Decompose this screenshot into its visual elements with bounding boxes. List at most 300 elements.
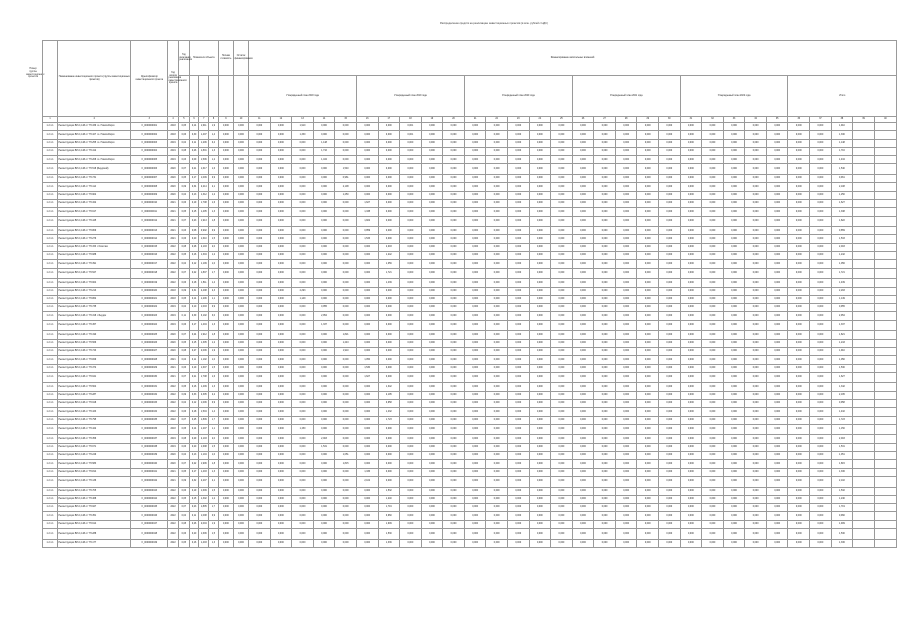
value-cell: 1,0 (209, 452, 219, 460)
value-cell: 0,05 (178, 424, 189, 435)
value-cell: 0,000 (292, 183, 314, 191)
table-row (43, 295, 897, 303)
value-cell: 2,108 (831, 183, 853, 191)
value-cell: 0,000 (702, 139, 724, 147)
value-cell: 0,000 (615, 391, 637, 399)
value-cell: 0,000 (233, 164, 248, 175)
value-cell: 0,000 (356, 339, 378, 347)
value-cell: 0,000 (572, 487, 594, 495)
value-cell: 1,2 (209, 495, 219, 503)
value-cell: 1,721 (831, 268, 853, 279)
value-cell: 0,000 (702, 331, 724, 339)
value-cell: 0,000 (745, 304, 767, 312)
value-cell: 2,408 (199, 287, 209, 295)
value-cell: 0,000 (421, 139, 443, 147)
value-cell: 0,000 (766, 435, 788, 443)
value-cell: 0,000 (313, 208, 335, 216)
value-cell: 0,000 (810, 476, 832, 487)
value-cell: 0,000 (810, 520, 832, 528)
value-cell: 0,000 (356, 443, 378, 451)
value-cell: 0,000 (529, 504, 551, 512)
value-cell: 0,000 (766, 216, 788, 227)
value-cell: 0,000 (745, 312, 767, 320)
project-id-cell: F_0000000030 (131, 372, 168, 383)
empty-cell (853, 529, 875, 540)
value-cell: 0,000 (659, 495, 681, 503)
year-cell: 2019 (168, 312, 179, 320)
project-id-cell: F_0000000047 (131, 520, 168, 528)
value-cell: 0,000 (292, 347, 314, 355)
value-cell: 0,000 (702, 131, 724, 139)
value-cell: 0,000 (529, 279, 551, 287)
value-cell: 0,000 (637, 416, 659, 424)
year-cell: 2022 (168, 260, 179, 268)
group-cell: 1.2.1.1 (43, 520, 58, 528)
value-cell: 0,000 (218, 435, 233, 443)
value-cell: 0,000 (659, 435, 681, 443)
value-cell: 0,000 (507, 408, 529, 416)
value-cell: 0,000 (421, 356, 443, 364)
value-cell: 0,000 (292, 435, 314, 443)
value-cell: 0,000 (233, 468, 248, 476)
value-cell: 0,000 (335, 399, 357, 407)
value-cell: 0,000 (529, 356, 551, 364)
value-cell: 0,000 (594, 287, 616, 295)
value-cell: 0,06 (178, 529, 189, 540)
value-cell: 1,240 (831, 495, 853, 503)
value-cell: 1,540 (335, 164, 357, 175)
table-row (43, 227, 897, 235)
value-cell: 0,000 (659, 416, 681, 424)
value-cell: 0,000 (218, 208, 233, 216)
value-cell: 0,000 (507, 424, 529, 435)
value-cell: 1,102 (199, 356, 209, 364)
value-cell: 0,000 (637, 529, 659, 540)
value-cell: 0,000 (810, 529, 832, 540)
value-cell: 0,000 (270, 304, 292, 312)
value-cell: 0,000 (529, 520, 551, 528)
value-cell: 2,011 (199, 123, 209, 131)
value-cell: 0,000 (723, 331, 745, 339)
value-cell: 0,000 (702, 512, 724, 520)
value-cell: 1,0 (209, 260, 219, 268)
value-cell: 0,000 (233, 208, 248, 216)
value-cell: 0,07 (178, 460, 189, 468)
empty-cell (853, 399, 875, 407)
value-cell: 0,22 (189, 268, 199, 279)
year-cell: 2020 (168, 339, 179, 347)
value-cell: 0,000 (572, 304, 594, 312)
value-cell: 0,000 (615, 468, 637, 476)
value-cell: 0,000 (659, 227, 681, 235)
value-cell: 0,000 (507, 339, 529, 347)
value-cell: 0,000 (680, 123, 702, 131)
empty-cell (853, 304, 875, 312)
value-cell: 0,000 (218, 252, 233, 260)
value-cell: 0,000 (615, 416, 637, 424)
value-cell: 0,000 (378, 175, 400, 183)
value-cell: 0,000 (400, 424, 422, 435)
project-name-cell: Реконструкция ВЛ-0,4 кВ от ТП-468 (58, 495, 131, 503)
value-cell: 0,000 (507, 468, 529, 476)
empty-cell (874, 391, 896, 399)
value-cell: 0,000 (464, 520, 486, 528)
value-cell: 0,000 (594, 364, 616, 372)
value-cell: 0,000 (551, 356, 573, 364)
value-cell: 0,000 (594, 339, 616, 347)
table-row (43, 476, 897, 487)
value-cell: 0,000 (766, 416, 788, 424)
value-cell: 0,000 (507, 435, 529, 443)
value-cell: 1,627 (831, 199, 853, 207)
value-cell: 0,000 (810, 424, 832, 435)
value-cell: 0,000 (572, 504, 594, 512)
value-cell: 0,000 (313, 529, 335, 540)
year-cell: 2022 (168, 383, 179, 391)
empty-cell (853, 123, 875, 131)
value-cell: 0,000 (551, 260, 573, 268)
year-cell: 2021 (168, 356, 179, 364)
value-cell: 0,000 (218, 227, 233, 235)
value-cell: 0,000 (292, 175, 314, 183)
value-cell: 1,807 (199, 268, 209, 279)
empty-cell (853, 339, 875, 347)
value-cell: 0,000 (680, 156, 702, 164)
value-cell: 0,000 (464, 356, 486, 364)
value-cell: 0,000 (615, 443, 637, 451)
value-cell: 0,000 (551, 512, 573, 520)
value-cell: 0,000 (810, 199, 832, 207)
value-cell: 0,000 (766, 208, 788, 216)
value-cell: 0,000 (464, 164, 486, 175)
value-cell: 1,809 (199, 416, 209, 424)
value-cell: 0,000 (810, 260, 832, 268)
value-cell: 0,000 (702, 391, 724, 399)
value-cell: 0,000 (766, 364, 788, 372)
project-id-cell: F_0000000013 (131, 227, 168, 235)
value-cell: 2,207 (199, 476, 209, 487)
year-cell: 2019 (168, 156, 179, 164)
empty-cell (874, 520, 896, 528)
group-cell: 1.2.1.1 (43, 331, 58, 339)
value-cell: 0,000 (313, 131, 335, 139)
group-cell: 1.2.1.1 (43, 216, 58, 227)
value-cell: 0,000 (659, 216, 681, 227)
value-cell: 0,000 (788, 383, 810, 391)
value-cell: 0,000 (507, 320, 529, 331)
value-cell: 0,000 (702, 347, 724, 355)
table-row (43, 424, 897, 435)
value-cell: 1,6 (209, 199, 219, 207)
value-cell: 0,000 (529, 139, 551, 147)
value-cell: 0,000 (615, 227, 637, 235)
value-cell: 0,000 (218, 364, 233, 372)
col-year: Год начала реализации инвестиционного проекта (168, 41, 179, 117)
value-cell: 1,312 (199, 191, 209, 199)
value-cell: 0,000 (766, 504, 788, 512)
value-cell: 0,000 (249, 408, 271, 416)
col-fin: Финансирование капитальных вложений (249, 41, 897, 76)
value-cell: 0,08 (178, 243, 189, 251)
table-row (43, 347, 897, 355)
value-cell: 1,050 (356, 356, 378, 364)
value-cell: 0,902 (199, 227, 209, 235)
value-cell: 0,000 (507, 191, 529, 199)
value-cell: 0,000 (615, 529, 637, 540)
table-row (43, 331, 897, 339)
value-cell: 0,000 (400, 476, 422, 487)
value-cell: 0,000 (615, 312, 637, 320)
value-cell: 0,000 (270, 512, 292, 520)
value-cell: 0,000 (659, 468, 681, 476)
value-cell: 0,000 (218, 520, 233, 528)
value-cell: 0,000 (723, 235, 745, 243)
value-cell: 0,000 (766, 495, 788, 503)
value-cell: 0,07 (178, 268, 189, 279)
value-cell: 0,000 (335, 476, 357, 487)
table-row (43, 208, 897, 216)
value-cell: 0,000 (486, 208, 508, 216)
value-cell: 0,000 (443, 199, 465, 207)
value-cell: 0,000 (551, 495, 573, 503)
value-cell: 0,000 (378, 452, 400, 460)
project-id-cell: F_0000000026 (131, 339, 168, 347)
value-cell: 0,000 (723, 227, 745, 235)
value-cell: 0,000 (594, 295, 616, 303)
empty-cell (874, 175, 896, 183)
value-cell: 0,000 (745, 504, 767, 512)
value-cell: 0,11 (189, 139, 199, 147)
value-cell: 0,000 (218, 416, 233, 424)
project-name-cell: Реконструкция ВЛ-0,4 кВ от ТП-795 (58, 416, 131, 424)
value-cell: 0,000 (507, 156, 529, 164)
value-cell: 0,000 (788, 495, 810, 503)
value-cell: 0,000 (486, 399, 508, 407)
value-cell: 0,000 (270, 476, 292, 487)
value-cell: 0,26 (189, 147, 199, 155)
value-cell: 1,342 (831, 383, 853, 391)
value-cell: 0,000 (249, 216, 271, 227)
value-cell: 0,000 (486, 123, 508, 131)
value-cell: 0,13 (189, 452, 199, 460)
value-cell: 0,000 (659, 183, 681, 191)
value-cell: 0,000 (335, 495, 357, 503)
value-cell: 0,000 (292, 391, 314, 399)
empty-cell (853, 487, 875, 495)
value-cell: 0,000 (766, 529, 788, 540)
value-cell: 0,000 (486, 268, 508, 279)
value-cell: 0,000 (766, 468, 788, 476)
value-cell: 0,000 (233, 512, 248, 520)
year-cell: 2022 (168, 279, 179, 287)
value-cell: 0,000 (400, 391, 422, 399)
value-cell: 0,000 (233, 287, 248, 295)
value-cell: 0,10 (189, 304, 199, 312)
value-cell: 0,955 (313, 304, 335, 312)
value-cell: 0,000 (810, 191, 832, 199)
group-cell: 1.2.1.1 (43, 191, 58, 199)
value-cell: 2,003 (313, 435, 335, 443)
value-cell: 0,000 (249, 539, 271, 547)
value-cell: 0,000 (572, 279, 594, 287)
value-cell: 0,000 (766, 356, 788, 364)
value-cell: 0,000 (507, 383, 529, 391)
value-cell: 0,9 (209, 175, 219, 183)
project-name-cell: Реконструкция ВЛ-0,4 кВ от ТП-518 (Бердский) (58, 164, 131, 175)
value-cell: 0,000 (723, 199, 745, 207)
column-number: 27 (594, 117, 616, 123)
value-cell: 0,000 (464, 156, 486, 164)
value-cell: 0,000 (723, 468, 745, 476)
value-cell: 1,337 (831, 320, 853, 331)
value-cell: 0,000 (766, 295, 788, 303)
value-cell: 0,000 (464, 260, 486, 268)
value-cell: 0,000 (810, 312, 832, 320)
column-number: 20 (443, 117, 465, 123)
value-cell: 0,000 (400, 147, 422, 155)
value-cell: 0,000 (356, 512, 378, 520)
value-cell: 0,000 (659, 139, 681, 147)
value-cell: 0,000 (464, 320, 486, 331)
project-id-cell: F_0000000034 (131, 408, 168, 416)
value-cell: 0,29 (189, 435, 199, 443)
value-cell: 0,000 (443, 216, 465, 227)
value-cell: 1,504 (199, 408, 209, 416)
value-cell: 0,000 (680, 468, 702, 476)
value-cell: 0,000 (270, 504, 292, 512)
value-cell: 1,407 (199, 131, 209, 139)
value-cell: 0,000 (421, 199, 443, 207)
value-cell: 0,000 (313, 243, 335, 251)
value-cell: 0,000 (529, 408, 551, 416)
value-cell: 0,000 (270, 268, 292, 279)
value-cell: 0,09 (178, 287, 189, 295)
year-header: Утвержденный план 2021 года (572, 76, 680, 117)
value-cell: 0,000 (464, 304, 486, 312)
value-cell: 1,723 (831, 416, 853, 424)
value-cell: 0,000 (529, 460, 551, 468)
value-cell: 0,000 (313, 452, 335, 460)
project-name-cell: Реконструкция ВЛ-0,4 кВ от ТП-190 (58, 331, 131, 339)
table-row (43, 468, 897, 476)
value-cell: 1,5 (209, 487, 219, 495)
project-id-cell: F_0000000040 (131, 460, 168, 468)
value-cell: 2,1 (209, 183, 219, 191)
empty-cell (853, 287, 875, 295)
value-cell: 1,3 (209, 147, 219, 155)
value-cell: 0,000 (810, 512, 832, 520)
value-cell: 0,000 (723, 339, 745, 347)
value-cell: 1,056 (831, 260, 853, 268)
value-cell: 0,000 (443, 287, 465, 295)
empty-cell (853, 227, 875, 235)
value-cell: 0,000 (659, 260, 681, 268)
value-cell: 0,000 (788, 216, 810, 227)
value-cell: 0,000 (400, 243, 422, 251)
value-cell: 0,000 (745, 529, 767, 540)
value-cell: 0,000 (572, 139, 594, 147)
value-cell: 0,000 (443, 435, 465, 443)
value-cell: 0,000 (745, 347, 767, 355)
project-id-cell: F_0000000042 (131, 476, 168, 487)
value-cell: 1,627 (356, 199, 378, 207)
value-cell: 0,000 (702, 408, 724, 416)
empty-cell (874, 495, 896, 503)
column-number: 2 (58, 117, 131, 123)
value-cell: 0,04 (178, 191, 189, 199)
value-cell: 0,000 (659, 331, 681, 339)
value-cell: 0,000 (723, 512, 745, 520)
table-row (43, 123, 897, 131)
value-cell: 0,000 (464, 347, 486, 355)
value-cell: 0,000 (249, 131, 271, 139)
value-cell: 0,000 (486, 287, 508, 295)
value-cell: 0,000 (615, 408, 637, 416)
value-cell: 0,000 (218, 495, 233, 503)
value-cell: 0,000 (810, 416, 832, 424)
value-cell: 0,000 (766, 227, 788, 235)
value-cell: 0,000 (335, 295, 357, 303)
value-cell: 0,000 (572, 199, 594, 207)
value-cell: 0,000 (637, 175, 659, 183)
value-cell: 0,000 (615, 364, 637, 372)
value-cell: 0,000 (378, 372, 400, 383)
value-cell: 0,000 (788, 139, 810, 147)
value-cell: 0,000 (529, 147, 551, 155)
year-cell: 2022 (168, 399, 179, 407)
value-cell: 0,000 (745, 279, 767, 287)
value-cell: 1,909 (378, 520, 400, 528)
column-number: 6 (189, 117, 199, 123)
value-cell: 0,000 (270, 156, 292, 164)
table-row (43, 243, 897, 251)
value-cell: 0,000 (443, 295, 465, 303)
value-cell: 0,000 (356, 529, 378, 540)
value-cell: 0,000 (810, 408, 832, 416)
column-number: 36 (788, 117, 810, 123)
column-number: 34 (745, 117, 767, 123)
value-cell: 0,000 (507, 391, 529, 399)
value-cell: 0,000 (270, 435, 292, 443)
value-cell: 0,000 (615, 476, 637, 487)
value-cell: 0,000 (529, 331, 551, 339)
value-cell: 1,821 (335, 331, 357, 339)
value-cell: 0,000 (507, 476, 529, 487)
value-cell: 0,000 (218, 164, 233, 175)
group-cell: 1.2.1.1 (43, 356, 58, 364)
value-cell: 0,000 (810, 443, 832, 451)
value-cell: 0,000 (788, 312, 810, 320)
value-cell: 0,000 (572, 287, 594, 295)
value-cell: 0,000 (788, 123, 810, 131)
value-cell: 1,607 (199, 364, 209, 372)
value-cell: 1,051 (335, 452, 357, 460)
value-cell: 0,000 (680, 424, 702, 435)
project-id-cell: F_0000000003 (131, 139, 168, 147)
value-cell: 1,404 (199, 320, 209, 331)
value-cell: 0,20 (189, 443, 199, 451)
value-cell: 0,000 (486, 331, 508, 339)
project-id-cell: F_0000000031 (131, 383, 168, 391)
year-cell: 2022 (168, 252, 179, 260)
value-cell: 0,000 (507, 347, 529, 355)
group-cell: 1.2.1.1 (43, 312, 58, 320)
value-cell: 0,05 (178, 495, 189, 503)
value-cell: 1,3 (209, 468, 219, 476)
project-name-cell: Реконструкция ВЛ-0,4 кВ от ТП-862 (58, 295, 131, 303)
value-cell: 0,05 (178, 468, 189, 476)
value-cell: 0,000 (745, 424, 767, 435)
